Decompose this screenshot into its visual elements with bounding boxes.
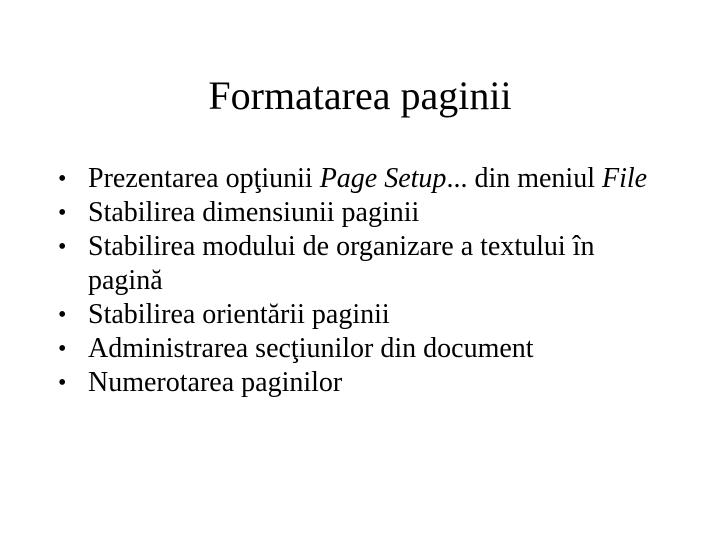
bullet-item-page-size [58, 196, 658, 230]
slide-title: Formatarea paginii [208, 73, 512, 118]
bullet-icon: • [58, 234, 67, 260]
bullet-text: Numerotarea paginilor [88, 367, 343, 398]
bullet-icon: • [58, 200, 67, 226]
bullet-text: Stabilirea orientării paginii [88, 299, 390, 330]
bullet-item-sections [58, 332, 658, 366]
bullet-icon: • [58, 302, 67, 328]
bullet-text: Stabilirea modului de organizare a textului în pagină [88, 231, 595, 296]
bullet-text: Prezentarea opţiunii [88, 163, 320, 194]
bullet-item-orientation [58, 298, 658, 332]
bullet-list [58, 162, 658, 400]
bullet-text: Stabilirea dimensiunii paginii [88, 197, 420, 228]
bullet-item-page-numbering [58, 366, 658, 400]
bullet-icon: • [58, 370, 67, 396]
bullet-icon: • [58, 336, 67, 362]
bullet-item-text-layout [58, 230, 658, 298]
bullet-item-page-setup [58, 162, 658, 196]
bullet-text: Administrarea secţiunilor din document [88, 333, 534, 364]
bullet-emphasis: File [601, 163, 648, 194]
bullet-emphasis: Page Setup [319, 163, 447, 194]
bullet-text: ... din meniul [446, 163, 602, 194]
bullet-icon: • [58, 166, 67, 192]
